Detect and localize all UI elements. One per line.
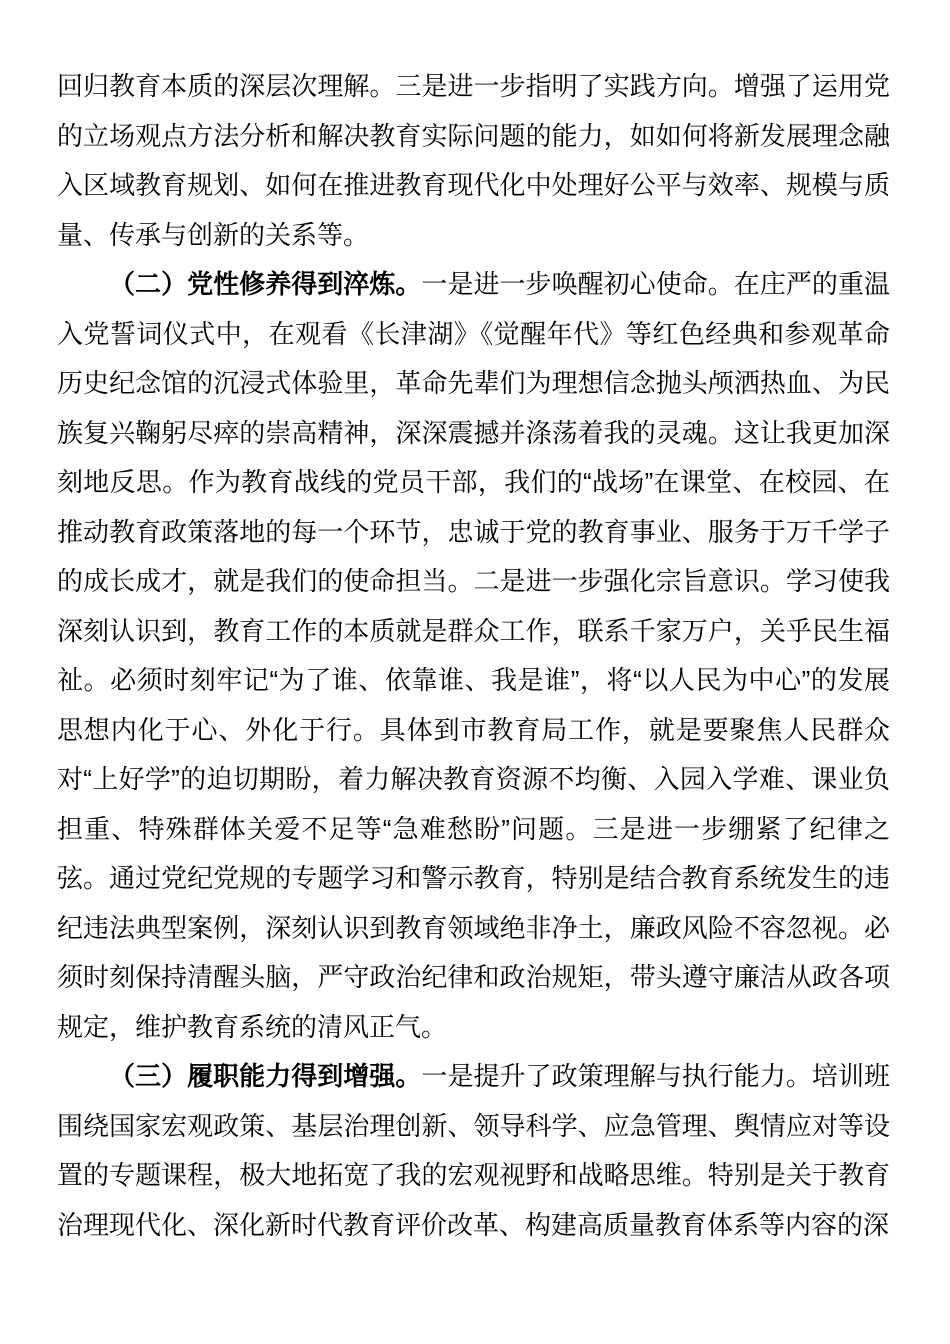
paragraph [57, 1052, 890, 1250]
section-heading-run: （三）履职能力得到增强。 [109, 1061, 422, 1091]
text-run: 回归教育本质的深层次理解。三是进一步指明了实践方向。增强了运用党的立场观点方法分析和解决教育实际问题的能力，如如何将新发展理念融入区域教育规划、如何在推进教育现代化中处理好公平与效率、规模与质量、传承与创新的关系等。 [57, 71, 890, 250]
text-run: 一是提升了政策理解与执行能力。培训班围绕国家宏观政策、基层治理创新、领导科学、应急管理、舆情应对等设置的专题课程，极大地拓宽了我的宏观视野和战略思维。特别是关于教育治理现代化、深化新时代教育评价改革、构建高质量教育体系等内容的深 [57, 1061, 890, 1240]
section-heading-run: （二）党性修养得到淬炼。 [109, 269, 422, 299]
text-run: 一是进一步唤醒初心使命。在庄严的重温入党誓词仪式中，在观看《长津湖》《觉醒年代》等红色经典和参观革命历史纪念馆的沉浸式体验里，革命先辈们为理想信念抛头颅洒热血、为民族复兴鞠躬尽瘁的崇高精神，深深震撼并涤荡着我的灵魂。这让我更加深刻地反思。作为教育战线的党员干部，我们的“战场”在课堂、在校园、在推动教育政策落地的每一个环节，忠诚于党的教育事业、服务于万千学子的成长成才，就是我们的使命担当。二是进一步强化宗旨意识。学习使我深刻认识到，教育工作的本质就是群众工作，联系千家万户，关乎民生福祉。必须时刻牢记“为了谁、依靠谁、我是谁”，将“以人民为中心”的发展思想内化于心、外化于行。具体到市教育局工作，就是要聚焦人民群众对“上好学”的迫切期盼，着力解决教育资源不均衡、入园入学难、课业负担重、特殊群体关爱不足等“急难愁盼”问题。三是进一步绷紧了纪律之弦。通过党纪党规的专题学习和警示教育，特别是结合教育系统发生的违纪违法典型案例，深刻认识到教育领域绝非净土，廉政风险不容忽视。必须时刻保持清醒头脑，严守政治纪律和政治规矩，带头遵守廉洁从政各项规定，维护教育系统的清风正气。 [57, 269, 890, 1042]
paragraph [57, 260, 890, 1052]
paragraph [57, 62, 890, 260]
document-body [57, 62, 890, 1250]
